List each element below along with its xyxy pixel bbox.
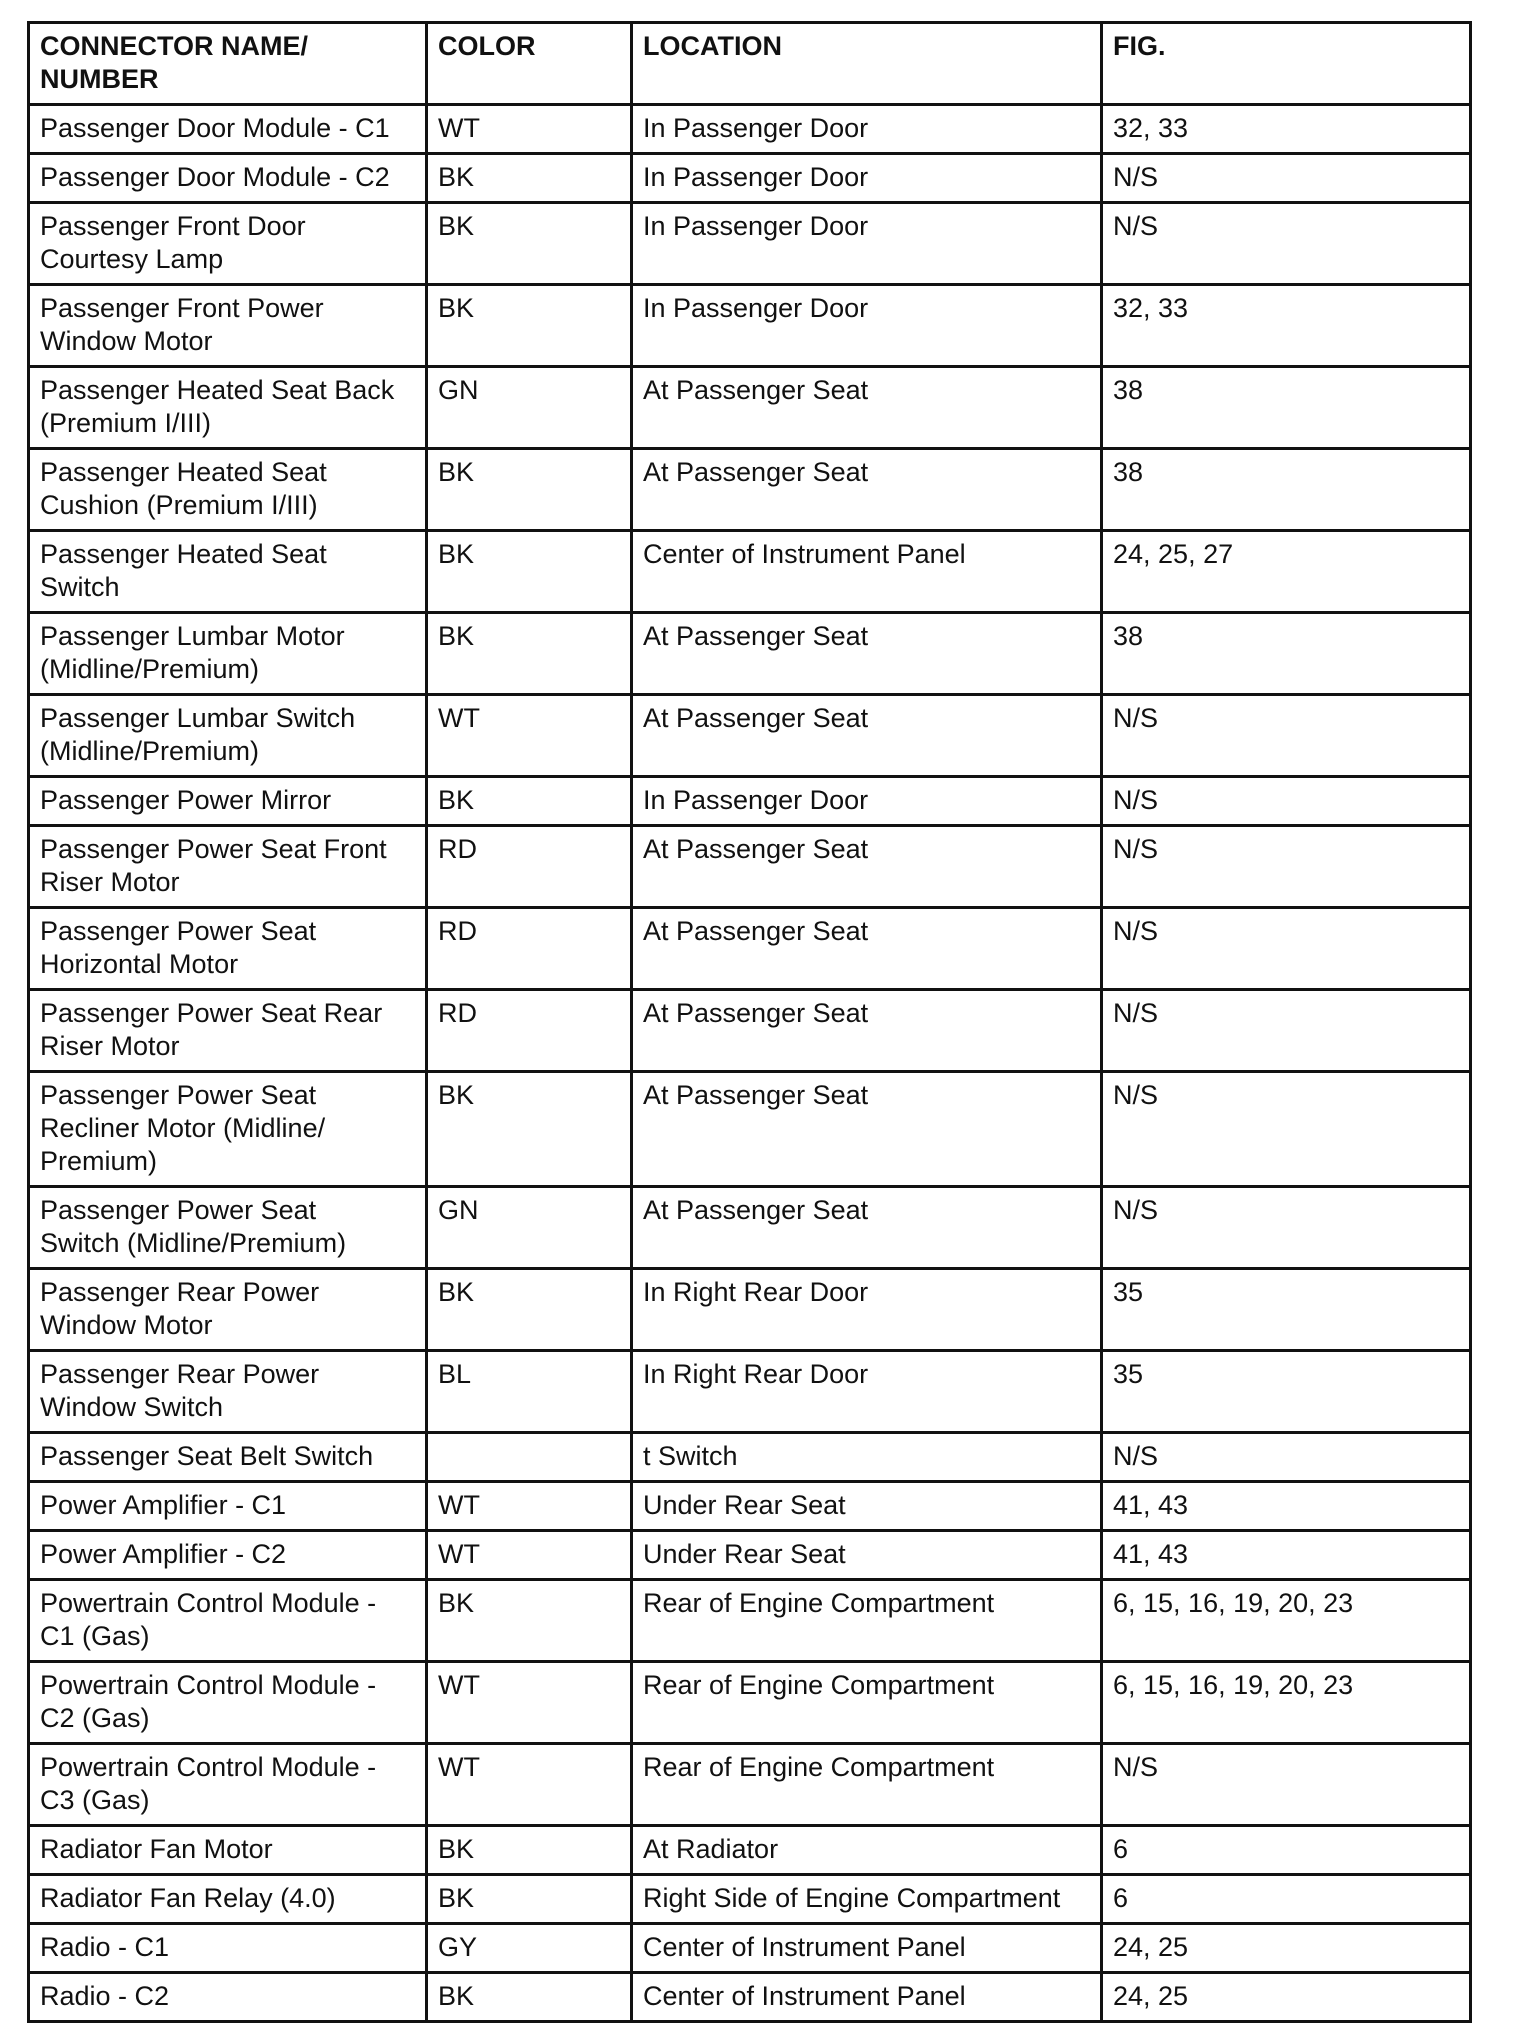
fig-cell: 38 bbox=[1102, 367, 1471, 449]
table-row bbox=[29, 1580, 1471, 1662]
connector-name-cell: Power Amplifier - C2 bbox=[29, 1531, 427, 1580]
connector-name-cell: Powertrain Control Module - C3 (Gas) bbox=[29, 1744, 427, 1826]
location-cell: t Switch bbox=[632, 1433, 1102, 1482]
color-cell: BK bbox=[427, 1875, 632, 1924]
table-row bbox=[29, 1351, 1471, 1433]
color-cell: RD bbox=[427, 990, 632, 1072]
connector-name-cell: Passenger Door Module - C2 bbox=[29, 154, 427, 203]
location-cell: Under Rear Seat bbox=[632, 1531, 1102, 1580]
table-row bbox=[29, 449, 1471, 531]
location-cell: In Right Rear Door bbox=[632, 1351, 1102, 1433]
table-row bbox=[29, 990, 1471, 1072]
location-cell: At Radiator bbox=[632, 1826, 1102, 1875]
connector-name-cell: Passenger Heated Seat Switch bbox=[29, 531, 427, 613]
table-row bbox=[29, 285, 1471, 367]
fig-cell: N/S bbox=[1102, 1187, 1471, 1269]
location-cell: Rear of Engine Compartment bbox=[632, 1580, 1102, 1662]
location-cell: At Passenger Seat bbox=[632, 367, 1102, 449]
table-row bbox=[29, 1531, 1471, 1580]
location-cell: Center of Instrument Panel bbox=[632, 531, 1102, 613]
connector-name-cell: Passenger Lumbar Motor (Midline/Premium) bbox=[29, 613, 427, 695]
table-row bbox=[29, 105, 1471, 154]
connector-name-cell: Passenger Rear Power Window Switch bbox=[29, 1351, 427, 1433]
color-cell: BK bbox=[427, 203, 632, 285]
color-cell: BK bbox=[427, 1072, 632, 1187]
fig-cell: 41, 43 bbox=[1102, 1482, 1471, 1531]
fig-cell: 6, 15, 16, 19, 20, 23 bbox=[1102, 1580, 1471, 1662]
table-row bbox=[29, 1269, 1471, 1351]
location-cell: Center of Instrument Panel bbox=[632, 1973, 1102, 2022]
fig-cell: N/S bbox=[1102, 1072, 1471, 1187]
table-row bbox=[29, 1826, 1471, 1875]
location-cell: Center of Instrument Panel bbox=[632, 1924, 1102, 1973]
table-row bbox=[29, 1744, 1471, 1826]
table-row bbox=[29, 1187, 1471, 1269]
connector-name-cell: Passenger Heated Seat Back (Premium I/III) bbox=[29, 367, 427, 449]
connector-name-cell: Passenger Power Seat Rear Riser Motor bbox=[29, 990, 427, 1072]
connector-name-cell: Passenger Heated Seat Cushion (Premium I/III) bbox=[29, 449, 427, 531]
location-cell: In Passenger Door bbox=[632, 154, 1102, 203]
connector-name-cell: Passenger Power Seat Switch (Midline/Premium) bbox=[29, 1187, 427, 1269]
fig-cell: N/S bbox=[1102, 695, 1471, 777]
color-cell: RD bbox=[427, 826, 632, 908]
location-cell: In Passenger Door bbox=[632, 203, 1102, 285]
fig-cell: N/S bbox=[1102, 1744, 1471, 1826]
location-cell: Rear of Engine Compartment bbox=[632, 1662, 1102, 1744]
color-cell: BK bbox=[427, 449, 632, 531]
table-row bbox=[29, 531, 1471, 613]
fig-cell: 6 bbox=[1102, 1826, 1471, 1875]
location-cell: Under Rear Seat bbox=[632, 1482, 1102, 1531]
connector-name-cell: Passenger Seat Belt Switch bbox=[29, 1433, 427, 1482]
color-cell: BK bbox=[427, 154, 632, 203]
fig-cell: 24, 25, 27 bbox=[1102, 531, 1471, 613]
table-row bbox=[29, 1433, 1471, 1482]
connector-name-cell: Passenger Power Seat Front Riser Motor bbox=[29, 826, 427, 908]
location-cell: Rear of Engine Compartment bbox=[632, 1744, 1102, 1826]
table-row bbox=[29, 1875, 1471, 1924]
table-row bbox=[29, 826, 1471, 908]
color-cell: BK bbox=[427, 777, 632, 826]
connector-name-cell: Power Amplifier - C1 bbox=[29, 1482, 427, 1531]
color-cell: WT bbox=[427, 1744, 632, 1826]
fig-cell: 6, 15, 16, 19, 20, 23 bbox=[1102, 1662, 1471, 1744]
fig-cell: 24, 25 bbox=[1102, 1924, 1471, 1973]
connector-name-cell: Powertrain Control Module - C2 (Gas) bbox=[29, 1662, 427, 1744]
fig-cell: N/S bbox=[1102, 990, 1471, 1072]
color-cell: BK bbox=[427, 1580, 632, 1662]
location-cell: In Right Rear Door bbox=[632, 1269, 1102, 1351]
color-cell: GN bbox=[427, 367, 632, 449]
location-cell: In Passenger Door bbox=[632, 777, 1102, 826]
color-cell: BK bbox=[427, 531, 632, 613]
connector-name-cell: Radiator Fan Motor bbox=[29, 1826, 427, 1875]
fig-cell: N/S bbox=[1102, 777, 1471, 826]
table-row bbox=[29, 613, 1471, 695]
color-cell: WT bbox=[427, 1662, 632, 1744]
color-cell: BK bbox=[427, 613, 632, 695]
color-cell: RD bbox=[427, 908, 632, 990]
location-cell: At Passenger Seat bbox=[632, 695, 1102, 777]
connector-name-cell: Passenger Power Seat Horizontal Motor bbox=[29, 908, 427, 990]
color-cell: WT bbox=[427, 1482, 632, 1531]
color-cell: BK bbox=[427, 1826, 632, 1875]
color-cell: WT bbox=[427, 1531, 632, 1580]
fig-cell: 35 bbox=[1102, 1351, 1471, 1433]
header-fig: FIG. bbox=[1102, 23, 1471, 105]
connector-name-cell: Passenger Power Seat Recliner Motor (Midline/ Premium) bbox=[29, 1072, 427, 1187]
fig-cell: N/S bbox=[1102, 203, 1471, 285]
header-row bbox=[29, 23, 1471, 105]
connector-name-cell: Radio - C2 bbox=[29, 1973, 427, 2022]
fig-cell: N/S bbox=[1102, 908, 1471, 990]
color-cell: BK bbox=[427, 1269, 632, 1351]
table-row bbox=[29, 203, 1471, 285]
connector-name-cell: Passenger Door Module - C1 bbox=[29, 105, 427, 154]
location-cell: At Passenger Seat bbox=[632, 449, 1102, 531]
color-cell: BL bbox=[427, 1351, 632, 1433]
location-cell: Right Side of Engine Compartment bbox=[632, 1875, 1102, 1924]
table-row bbox=[29, 1924, 1471, 1973]
fig-cell: N/S bbox=[1102, 1433, 1471, 1482]
fig-cell: N/S bbox=[1102, 154, 1471, 203]
location-cell: In Passenger Door bbox=[632, 285, 1102, 367]
table-row bbox=[29, 908, 1471, 990]
table-row bbox=[29, 1662, 1471, 1744]
fig-cell: 35 bbox=[1102, 1269, 1471, 1351]
table-row bbox=[29, 1482, 1471, 1531]
color-cell: GY bbox=[427, 1924, 632, 1973]
fig-cell: 38 bbox=[1102, 449, 1471, 531]
color-cell: BK bbox=[427, 285, 632, 367]
connector-name-cell: Passenger Front Power Window Motor bbox=[29, 285, 427, 367]
color-cell: BK bbox=[427, 1973, 632, 2022]
fig-cell: 24, 25 bbox=[1102, 1973, 1471, 2022]
table-row bbox=[29, 367, 1471, 449]
table-row bbox=[29, 154, 1471, 203]
table-row bbox=[29, 695, 1471, 777]
table-row bbox=[29, 1072, 1471, 1187]
fig-cell: 41, 43 bbox=[1102, 1531, 1471, 1580]
fig-cell: 6 bbox=[1102, 1875, 1471, 1924]
fig-cell: 32, 33 bbox=[1102, 285, 1471, 367]
fig-cell: N/S bbox=[1102, 826, 1471, 908]
header-location: LOCATION bbox=[632, 23, 1102, 105]
color-cell: WT bbox=[427, 105, 632, 154]
location-cell: At Passenger Seat bbox=[632, 1187, 1102, 1269]
location-cell: At Passenger Seat bbox=[632, 613, 1102, 695]
connector-name-cell: Powertrain Control Module - C1 (Gas) bbox=[29, 1580, 427, 1662]
connector-name-cell: Passenger Power Mirror bbox=[29, 777, 427, 826]
header-connector-name: CONNECTOR NAME/ NUMBER bbox=[29, 23, 427, 105]
location-cell: In Passenger Door bbox=[632, 105, 1102, 154]
color-cell: GN bbox=[427, 1187, 632, 1269]
connector-name-cell: Passenger Front Door Courtesy Lamp bbox=[29, 203, 427, 285]
location-cell: At Passenger Seat bbox=[632, 908, 1102, 990]
location-cell: At Passenger Seat bbox=[632, 990, 1102, 1072]
location-cell: At Passenger Seat bbox=[632, 826, 1102, 908]
connector-name-cell: Passenger Lumbar Switch (Midline/Premium) bbox=[29, 695, 427, 777]
location-cell: At Passenger Seat bbox=[632, 1072, 1102, 1187]
color-cell bbox=[427, 1433, 632, 1482]
table-row bbox=[29, 777, 1471, 826]
fig-cell: 32, 33 bbox=[1102, 105, 1471, 154]
connector-table bbox=[27, 21, 1472, 2023]
connector-name-cell: Passenger Rear Power Window Motor bbox=[29, 1269, 427, 1351]
connector-name-cell: Radio - C1 bbox=[29, 1924, 427, 1973]
connector-name-cell: Radiator Fan Relay (4.0) bbox=[29, 1875, 427, 1924]
header-color: COLOR bbox=[427, 23, 632, 105]
fig-cell: 38 bbox=[1102, 613, 1471, 695]
table-row bbox=[29, 1973, 1471, 2022]
color-cell: WT bbox=[427, 695, 632, 777]
